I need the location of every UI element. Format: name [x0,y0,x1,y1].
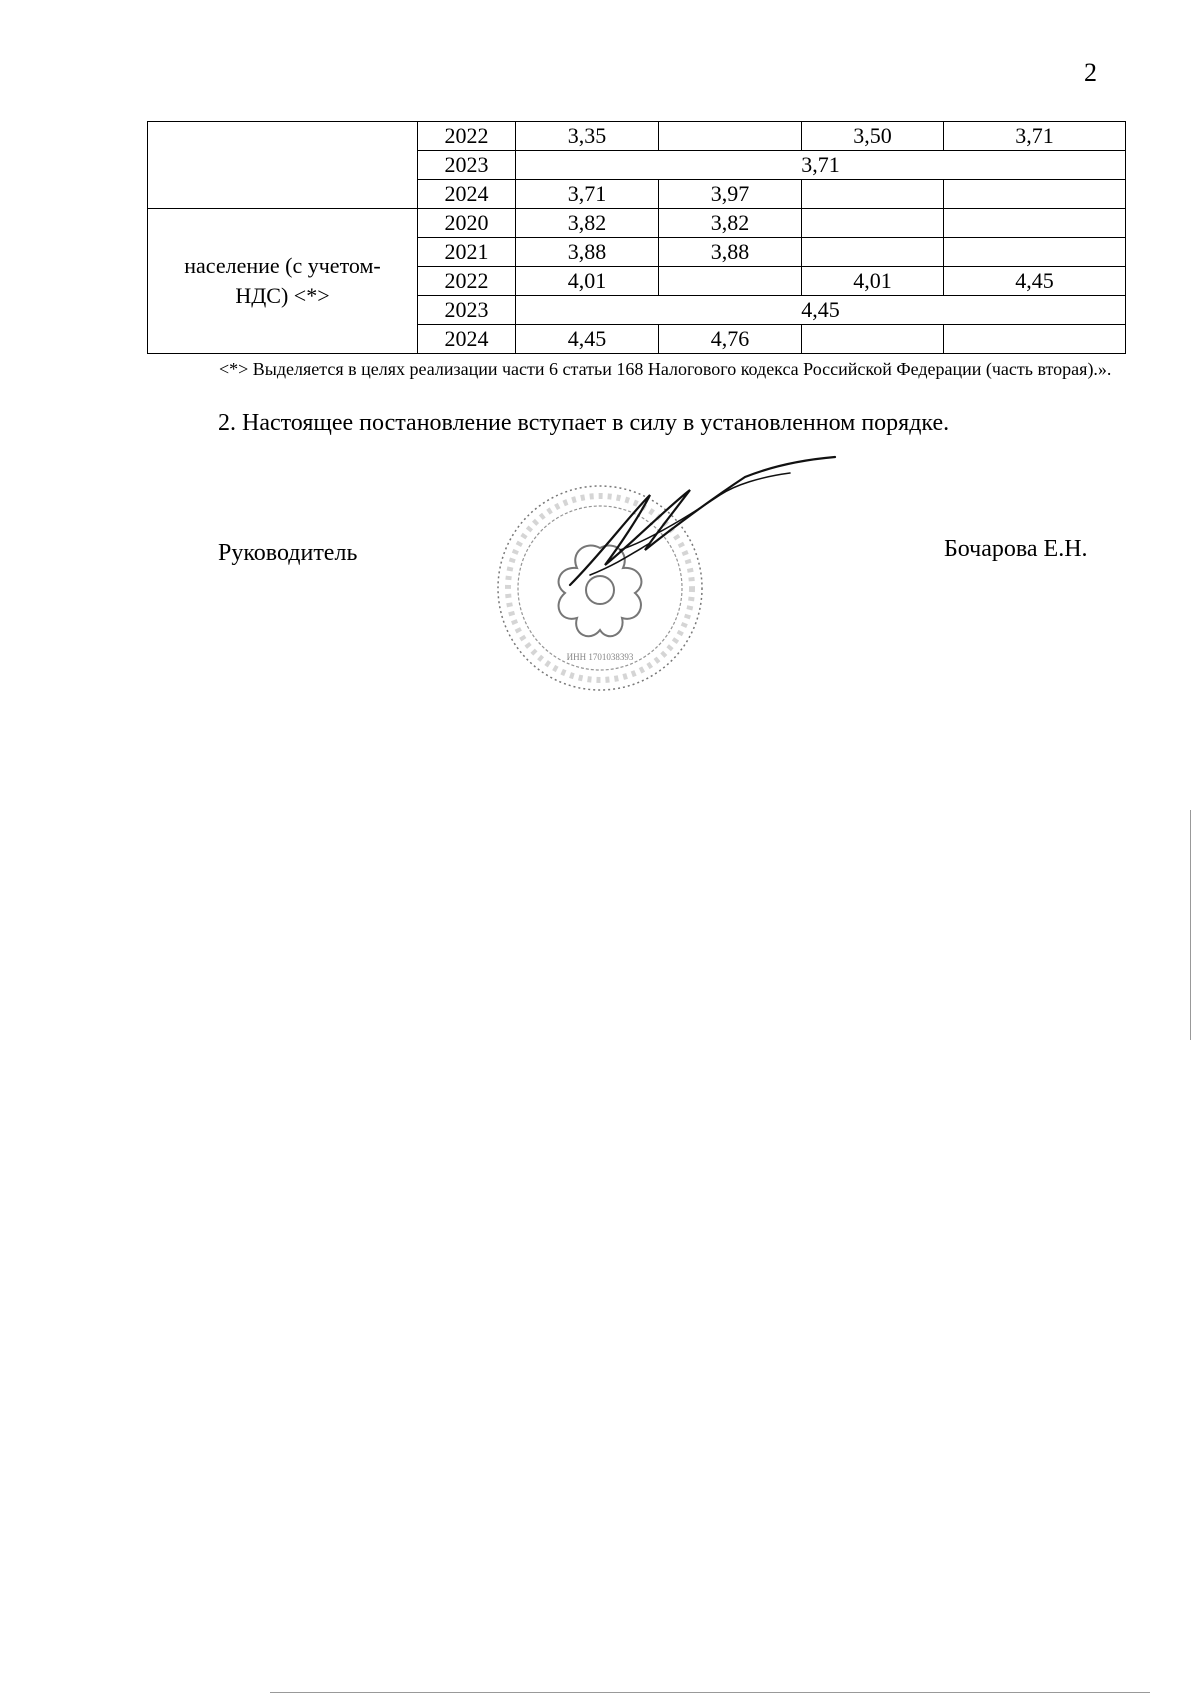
page-number: 2 [1084,58,1097,87]
value-cell [944,238,1126,267]
value-cell [944,325,1126,354]
value-cell: 3,35 [516,122,659,151]
value-cell [944,209,1126,238]
value-cell [944,180,1126,209]
year-cell: 2024 [418,325,516,354]
clause-2: 2. Настоящее постановление вступает в силу в установленном порядке. [218,410,950,436]
tariff-table [147,121,1126,354]
category-cell-empty [148,122,418,209]
value-cell [802,325,944,354]
merged-value-cell: 4,45 [516,296,1126,325]
footnote [147,356,1125,382]
value-cell: 3,82 [659,209,802,238]
value-cell [802,180,944,209]
value-cell [802,209,944,238]
value-cell: 3,50 [802,122,944,151]
year-cell: 2022 [418,122,516,151]
value-cell: 4,45 [516,325,659,354]
value-cell: 3,97 [659,180,802,209]
table-row [148,122,1126,151]
scan-edge-right [1190,810,1191,1040]
table-row [148,209,1126,238]
scan-edge-bottom [270,1692,1150,1693]
value-cell [802,238,944,267]
value-cell: 3,71 [516,180,659,209]
value-cell: 3,71 [944,122,1126,151]
value-cell [659,122,802,151]
value-cell [659,267,802,296]
stamp-inn: ИНН 1701038393 [566,652,634,662]
category-cell-population: население (с учетом-НДС) <*> [148,209,418,354]
handwritten-signature [560,455,840,595]
value-cell: 3,88 [516,238,659,267]
value-cell: 4,01 [802,267,944,296]
signatory-role: Руководитель [218,540,358,566]
signatory-name: Бочарова Е.Н. [944,536,1088,562]
year-cell: 2022 [418,267,516,296]
year-cell: 2024 [418,180,516,209]
value-cell: 3,88 [659,238,802,267]
year-cell: 2021 [418,238,516,267]
merged-value-cell: 3,71 [516,151,1126,180]
year-cell: 2020 [418,209,516,238]
footnote-text: <*> Выделяется в целях реализации части 6 статьи 168 Налогового кодекса Российской Федерации (часть вторая).». [219,359,1112,379]
year-cell: 2023 [418,151,516,180]
value-cell: 4,76 [659,325,802,354]
year-cell: 2023 [418,296,516,325]
value-cell: 4,01 [516,267,659,296]
value-cell: 4,45 [944,267,1126,296]
value-cell: 3,82 [516,209,659,238]
